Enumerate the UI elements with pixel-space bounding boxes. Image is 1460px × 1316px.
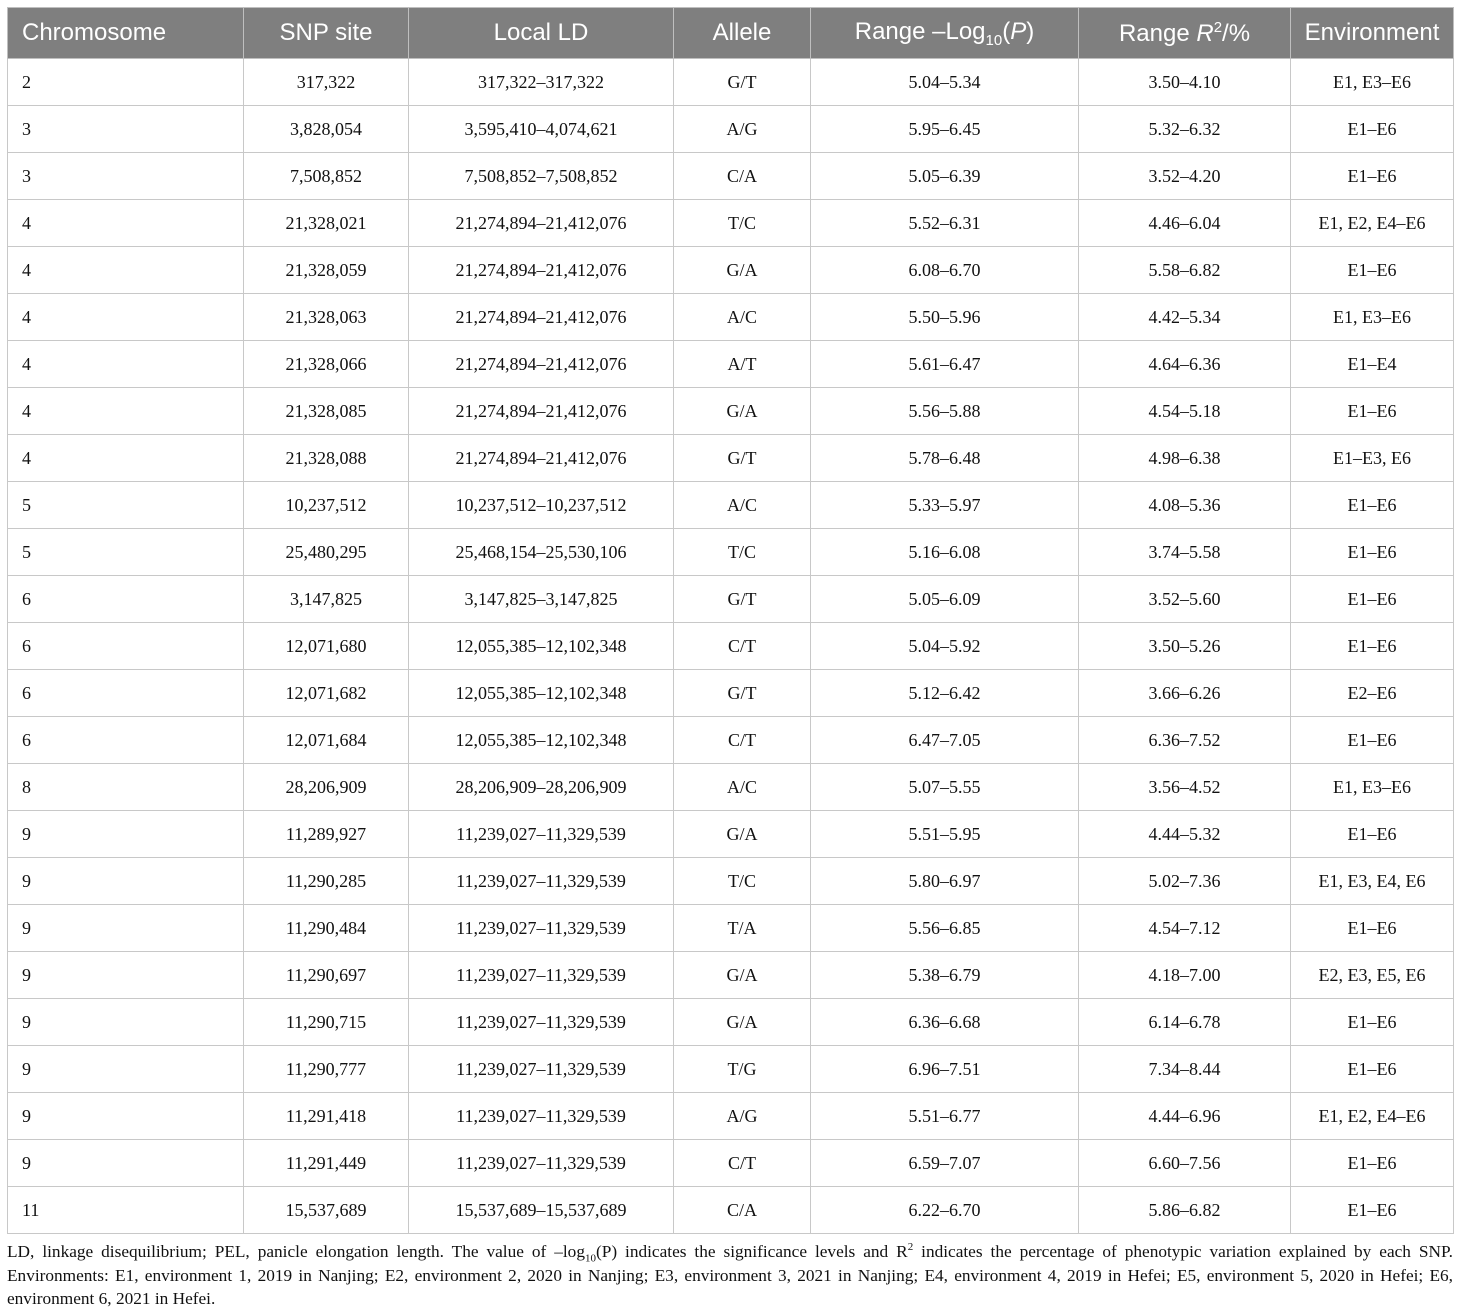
cell-range-r2: 4.54–7.12: [1079, 905, 1291, 952]
cell-snp-site: 11,290,715: [244, 999, 409, 1046]
table-row: [8, 811, 1454, 858]
header-range-r2-sup: 2: [1213, 18, 1223, 36]
cell-snp-site: 21,328,088: [244, 435, 409, 482]
cell-range-logp: 6.08–6.70: [811, 247, 1079, 294]
cell-range-r2: 4.46–6.04: [1079, 200, 1291, 247]
cell-chromosome: 6: [8, 623, 244, 670]
cell-snp-site: 11,290,697: [244, 952, 409, 999]
cell-range-logp: 5.04–5.34: [811, 59, 1079, 106]
cell-allele: T/C: [674, 529, 811, 576]
cell-range-logp: 5.16–6.08: [811, 529, 1079, 576]
cell-local-ld: 3,147,825–3,147,825: [409, 576, 674, 623]
cell-range-r2: 3.56–4.52: [1079, 764, 1291, 811]
cell-local-ld: 28,206,909–28,206,909: [409, 764, 674, 811]
cell-allele: G/A: [674, 952, 811, 999]
cell-range-logp: 5.61–6.47: [811, 341, 1079, 388]
footnote-sub: 10: [584, 1252, 596, 1265]
cell-range-r2: 4.08–5.36: [1079, 482, 1291, 529]
cell-allele: G/A: [674, 811, 811, 858]
table-body: [8, 59, 1454, 1234]
cell-range-r2: 3.50–5.26: [1079, 623, 1291, 670]
table-row: [8, 952, 1454, 999]
cell-chromosome: 9: [8, 905, 244, 952]
table-row: [8, 717, 1454, 764]
cell-snp-site: 21,328,063: [244, 294, 409, 341]
cell-range-logp: 5.95–6.45: [811, 106, 1079, 153]
cell-range-logp: 5.78–6.48: [811, 435, 1079, 482]
cell-range-r2: 4.44–5.32: [1079, 811, 1291, 858]
table-row: [8, 576, 1454, 623]
cell-environment: E1–E6: [1291, 623, 1454, 670]
cell-environment: E2–E6: [1291, 670, 1454, 717]
cell-range-logp: 5.56–6.85: [811, 905, 1079, 952]
cell-chromosome: 9: [8, 1093, 244, 1140]
cell-snp-site: 21,328,066: [244, 341, 409, 388]
cell-range-r2: 3.52–4.20: [1079, 153, 1291, 200]
cell-range-logp: 5.51–5.95: [811, 811, 1079, 858]
table-row: [8, 999, 1454, 1046]
table-row: [8, 153, 1454, 200]
cell-range-logp: 6.59–7.07: [811, 1140, 1079, 1187]
cell-environment: E1–E3, E6: [1291, 435, 1454, 482]
cell-allele: A/G: [674, 106, 811, 153]
cell-local-ld: 21,274,894–21,412,076: [409, 294, 674, 341]
cell-allele: T/C: [674, 858, 811, 905]
table-row: [8, 341, 1454, 388]
cell-allele: C/T: [674, 717, 811, 764]
header-allele: Allele: [674, 8, 811, 59]
cell-allele: G/A: [674, 999, 811, 1046]
cell-chromosome: 3: [8, 106, 244, 153]
cell-local-ld: 12,055,385–12,102,348: [409, 717, 674, 764]
cell-local-ld: 11,239,027–11,329,539: [409, 952, 674, 999]
cell-range-logp: 6.96–7.51: [811, 1046, 1079, 1093]
cell-environment: E1–E6: [1291, 388, 1454, 435]
cell-snp-site: 21,328,021: [244, 200, 409, 247]
snp-table: [7, 7, 1454, 1234]
cell-range-r2: 4.18–7.00: [1079, 952, 1291, 999]
cell-allele: T/C: [674, 200, 811, 247]
cell-range-logp: 5.80–6.97: [811, 858, 1079, 905]
cell-local-ld: 3,595,410–4,074,621: [409, 106, 674, 153]
table-row: [8, 670, 1454, 717]
header-local-ld: Local LD: [409, 8, 674, 59]
cell-chromosome: 8: [8, 764, 244, 811]
cell-snp-site: 12,071,684: [244, 717, 409, 764]
cell-allele: G/A: [674, 388, 811, 435]
header-range-logp-close: ): [1026, 17, 1035, 45]
cell-range-logp: 5.56–5.88: [811, 388, 1079, 435]
table-row: [8, 388, 1454, 435]
cell-chromosome: 9: [8, 999, 244, 1046]
header-chromosome: Chromosome: [8, 8, 244, 59]
cell-allele: A/C: [674, 764, 811, 811]
cell-range-r2: 5.32–6.32: [1079, 106, 1291, 153]
cell-allele: G/T: [674, 435, 811, 482]
cell-snp-site: 12,071,680: [244, 623, 409, 670]
table-row: [8, 529, 1454, 576]
cell-range-r2: 6.14–6.78: [1079, 999, 1291, 1046]
cell-environment: E1–E6: [1291, 153, 1454, 200]
cell-allele: G/T: [674, 670, 811, 717]
cell-local-ld: 21,274,894–21,412,076: [409, 388, 674, 435]
header-range-r2-text: Range: [1118, 19, 1197, 47]
cell-allele: A/T: [674, 341, 811, 388]
cell-range-r2: 6.36–7.52: [1079, 717, 1291, 764]
cell-environment: E1–E6: [1291, 1187, 1454, 1234]
cell-snp-site: 15,537,689: [244, 1187, 409, 1234]
cell-range-logp: 6.22–6.70: [811, 1187, 1079, 1234]
cell-range-logp: 5.52–6.31: [811, 200, 1079, 247]
cell-local-ld: 11,239,027–11,329,539: [409, 999, 674, 1046]
cell-allele: C/T: [674, 1140, 811, 1187]
cell-local-ld: 21,274,894–21,412,076: [409, 341, 674, 388]
cell-range-logp: 5.33–5.97: [811, 482, 1079, 529]
cell-allele: T/A: [674, 905, 811, 952]
table-row: [8, 1046, 1454, 1093]
cell-chromosome: 4: [8, 435, 244, 482]
footnote-part1: LD, linkage disequilibrium; PEL, panicle elongation length. The value of –log: [7, 1242, 585, 1261]
cell-snp-site: 11,290,777: [244, 1046, 409, 1093]
table-row: [8, 858, 1454, 905]
cell-snp-site: 10,237,512: [244, 482, 409, 529]
cell-snp-site: 3,147,825: [244, 576, 409, 623]
cell-environment: E2, E3, E5, E6: [1291, 952, 1454, 999]
cell-allele: G/T: [674, 576, 811, 623]
cell-environment: E1–E6: [1291, 811, 1454, 858]
table-footnote: [7, 1240, 1453, 1311]
cell-environment: E1, E3, E4, E6: [1291, 858, 1454, 905]
header-row: [8, 8, 1454, 59]
cell-range-logp: 6.47–7.05: [811, 717, 1079, 764]
cell-range-r2: 3.50–4.10: [1079, 59, 1291, 106]
cell-environment: E1, E3–E6: [1291, 294, 1454, 341]
cell-environment: E1–E6: [1291, 106, 1454, 153]
cell-environment: E1–E4: [1291, 341, 1454, 388]
cell-chromosome: 3: [8, 153, 244, 200]
cell-chromosome: 9: [8, 1140, 244, 1187]
table-row: [8, 764, 1454, 811]
cell-range-r2: 4.44–6.96: [1079, 1093, 1291, 1140]
cell-range-logp: 5.04–5.92: [811, 623, 1079, 670]
footnote-sup: 2: [907, 1241, 914, 1254]
cell-snp-site: 7,508,852: [244, 153, 409, 200]
cell-environment: E1–E6: [1291, 717, 1454, 764]
cell-snp-site: 28,206,909: [244, 764, 409, 811]
cell-local-ld: 11,239,027–11,329,539: [409, 1140, 674, 1187]
cell-local-ld: 7,508,852–7,508,852: [409, 153, 674, 200]
cell-local-ld: 317,322–317,322: [409, 59, 674, 106]
cell-chromosome: 4: [8, 294, 244, 341]
table-row: [8, 59, 1454, 106]
header-range-r2: [1079, 8, 1291, 59]
cell-local-ld: 11,239,027–11,329,539: [409, 858, 674, 905]
cell-environment: E1–E6: [1291, 999, 1454, 1046]
cell-local-ld: 21,274,894–21,412,076: [409, 247, 674, 294]
cell-chromosome: 6: [8, 717, 244, 764]
header-range-logp-var: P: [1010, 17, 1027, 45]
cell-snp-site: 11,291,418: [244, 1093, 409, 1140]
cell-allele: G/T: [674, 59, 811, 106]
cell-range-logp: 5.50–5.96: [811, 294, 1079, 341]
cell-range-logp: 5.07–5.55: [811, 764, 1079, 811]
cell-range-logp: 5.05–6.09: [811, 576, 1079, 623]
header-environment: Environment: [1291, 8, 1454, 59]
cell-chromosome: 9: [8, 811, 244, 858]
table-row: [8, 623, 1454, 670]
cell-environment: E1–E6: [1291, 482, 1454, 529]
header-range-r2-var: R: [1196, 19, 1214, 47]
cell-local-ld: 25,468,154–25,530,106: [409, 529, 674, 576]
cell-local-ld: 11,239,027–11,329,539: [409, 1093, 674, 1140]
cell-local-ld: 12,055,385–12,102,348: [409, 623, 674, 670]
cell-environment: E1–E6: [1291, 905, 1454, 952]
cell-allele: T/G: [674, 1046, 811, 1093]
cell-snp-site: 11,290,285: [244, 858, 409, 905]
cell-snp-site: 3,828,054: [244, 106, 409, 153]
cell-chromosome: 6: [8, 576, 244, 623]
cell-range-logp: 5.51–6.77: [811, 1093, 1079, 1140]
cell-local-ld: 21,274,894–21,412,076: [409, 435, 674, 482]
cell-chromosome: 4: [8, 247, 244, 294]
cell-chromosome: 9: [8, 1046, 244, 1093]
footnote-part2: (P) indicates the significance levels and R: [595, 1242, 908, 1261]
cell-range-r2: 3.52–5.60: [1079, 576, 1291, 623]
cell-chromosome: 4: [8, 200, 244, 247]
cell-local-ld: 11,239,027–11,329,539: [409, 811, 674, 858]
cell-range-r2: 4.42–5.34: [1079, 294, 1291, 341]
cell-range-r2: 5.02–7.36: [1079, 858, 1291, 905]
cell-range-r2: 5.86–6.82: [1079, 1187, 1291, 1234]
cell-snp-site: 11,290,484: [244, 905, 409, 952]
cell-range-r2: 3.74–5.58: [1079, 529, 1291, 576]
cell-allele: A/G: [674, 1093, 811, 1140]
cell-snp-site: 12,071,682: [244, 670, 409, 717]
cell-local-ld: 11,239,027–11,329,539: [409, 1046, 674, 1093]
header-range-r2-post: /%: [1222, 19, 1251, 47]
table-row: [8, 905, 1454, 952]
cell-range-logp: 5.12–6.42: [811, 670, 1079, 717]
cell-chromosome: 6: [8, 670, 244, 717]
cell-snp-site: 11,289,927: [244, 811, 409, 858]
cell-range-logp: 5.05–6.39: [811, 153, 1079, 200]
cell-range-r2: 4.98–6.38: [1079, 435, 1291, 482]
header-range-logp-open: (: [1002, 17, 1011, 45]
cell-local-ld: 12,055,385–12,102,348: [409, 670, 674, 717]
table-row: [8, 1140, 1454, 1187]
cell-chromosome: 4: [8, 388, 244, 435]
cell-chromosome: 5: [8, 529, 244, 576]
table-row: [8, 1187, 1454, 1234]
cell-allele: A/C: [674, 294, 811, 341]
cell-environment: E1, E3–E6: [1291, 59, 1454, 106]
cell-local-ld: 10,237,512–10,237,512: [409, 482, 674, 529]
cell-range-r2: 6.60–7.56: [1079, 1140, 1291, 1187]
header-range-logp-text: Range –Log: [854, 17, 986, 45]
table-row: [8, 200, 1454, 247]
cell-allele: G/A: [674, 247, 811, 294]
cell-environment: E1, E2, E4–E6: [1291, 200, 1454, 247]
cell-chromosome: 11: [8, 1187, 244, 1234]
cell-range-r2: 5.58–6.82: [1079, 247, 1291, 294]
cell-environment: E1, E3–E6: [1291, 764, 1454, 811]
cell-range-r2: 7.34–8.44: [1079, 1046, 1291, 1093]
table-row: [8, 294, 1454, 341]
cell-allele: C/A: [674, 1187, 811, 1234]
cell-environment: E1–E6: [1291, 529, 1454, 576]
table-row: [8, 435, 1454, 482]
cell-chromosome: 9: [8, 858, 244, 905]
cell-snp-site: 21,328,059: [244, 247, 409, 294]
cell-snp-site: 25,480,295: [244, 529, 409, 576]
cell-environment: E1, E2, E4–E6: [1291, 1093, 1454, 1140]
cell-snp-site: 317,322: [244, 59, 409, 106]
cell-range-r2: 4.64–6.36: [1079, 341, 1291, 388]
header-snp-site: SNP site: [244, 8, 409, 59]
cell-local-ld: 15,537,689–15,537,689: [409, 1187, 674, 1234]
table-row: [8, 106, 1454, 153]
table-row: [8, 482, 1454, 529]
cell-range-logp: 5.38–6.79: [811, 952, 1079, 999]
cell-allele: C/T: [674, 623, 811, 670]
cell-snp-site: 21,328,085: [244, 388, 409, 435]
cell-chromosome: 9: [8, 952, 244, 999]
header-range-logp-sub: 10: [985, 31, 1003, 49]
table-row: [8, 247, 1454, 294]
cell-environment: E1–E6: [1291, 247, 1454, 294]
table-row: [8, 1093, 1454, 1140]
footnote-part3: indicates the percentage of phenotypic variation explained by each SNP. Environments: E1, environment 1, 2019 in Nanjing; E2, environment 2, 2020 in Nanjing; E3, environment 3, 2021 in Nanjing; E4, environment 4, 2019 in Hefei; E5, environment 5, 2020 in Hefei; E6, environment 6, 2021 in Hefei.: [7, 1242, 1454, 1308]
cell-range-logp: 6.36–6.68: [811, 999, 1079, 1046]
cell-local-ld: 21,274,894–21,412,076: [409, 200, 674, 247]
cell-environment: E1–E6: [1291, 576, 1454, 623]
cell-local-ld: 11,239,027–11,329,539: [409, 905, 674, 952]
cell-allele: C/A: [674, 153, 811, 200]
cell-chromosome: 2: [8, 59, 244, 106]
cell-range-r2: 3.66–6.26: [1079, 670, 1291, 717]
cell-environment: E1–E6: [1291, 1046, 1454, 1093]
cell-chromosome: 4: [8, 341, 244, 388]
header-range-logp: [811, 8, 1079, 59]
cell-snp-site: 11,291,449: [244, 1140, 409, 1187]
cell-allele: A/C: [674, 482, 811, 529]
cell-range-r2: 4.54–5.18: [1079, 388, 1291, 435]
cell-environment: E1–E6: [1291, 1140, 1454, 1187]
cell-chromosome: 5: [8, 482, 244, 529]
